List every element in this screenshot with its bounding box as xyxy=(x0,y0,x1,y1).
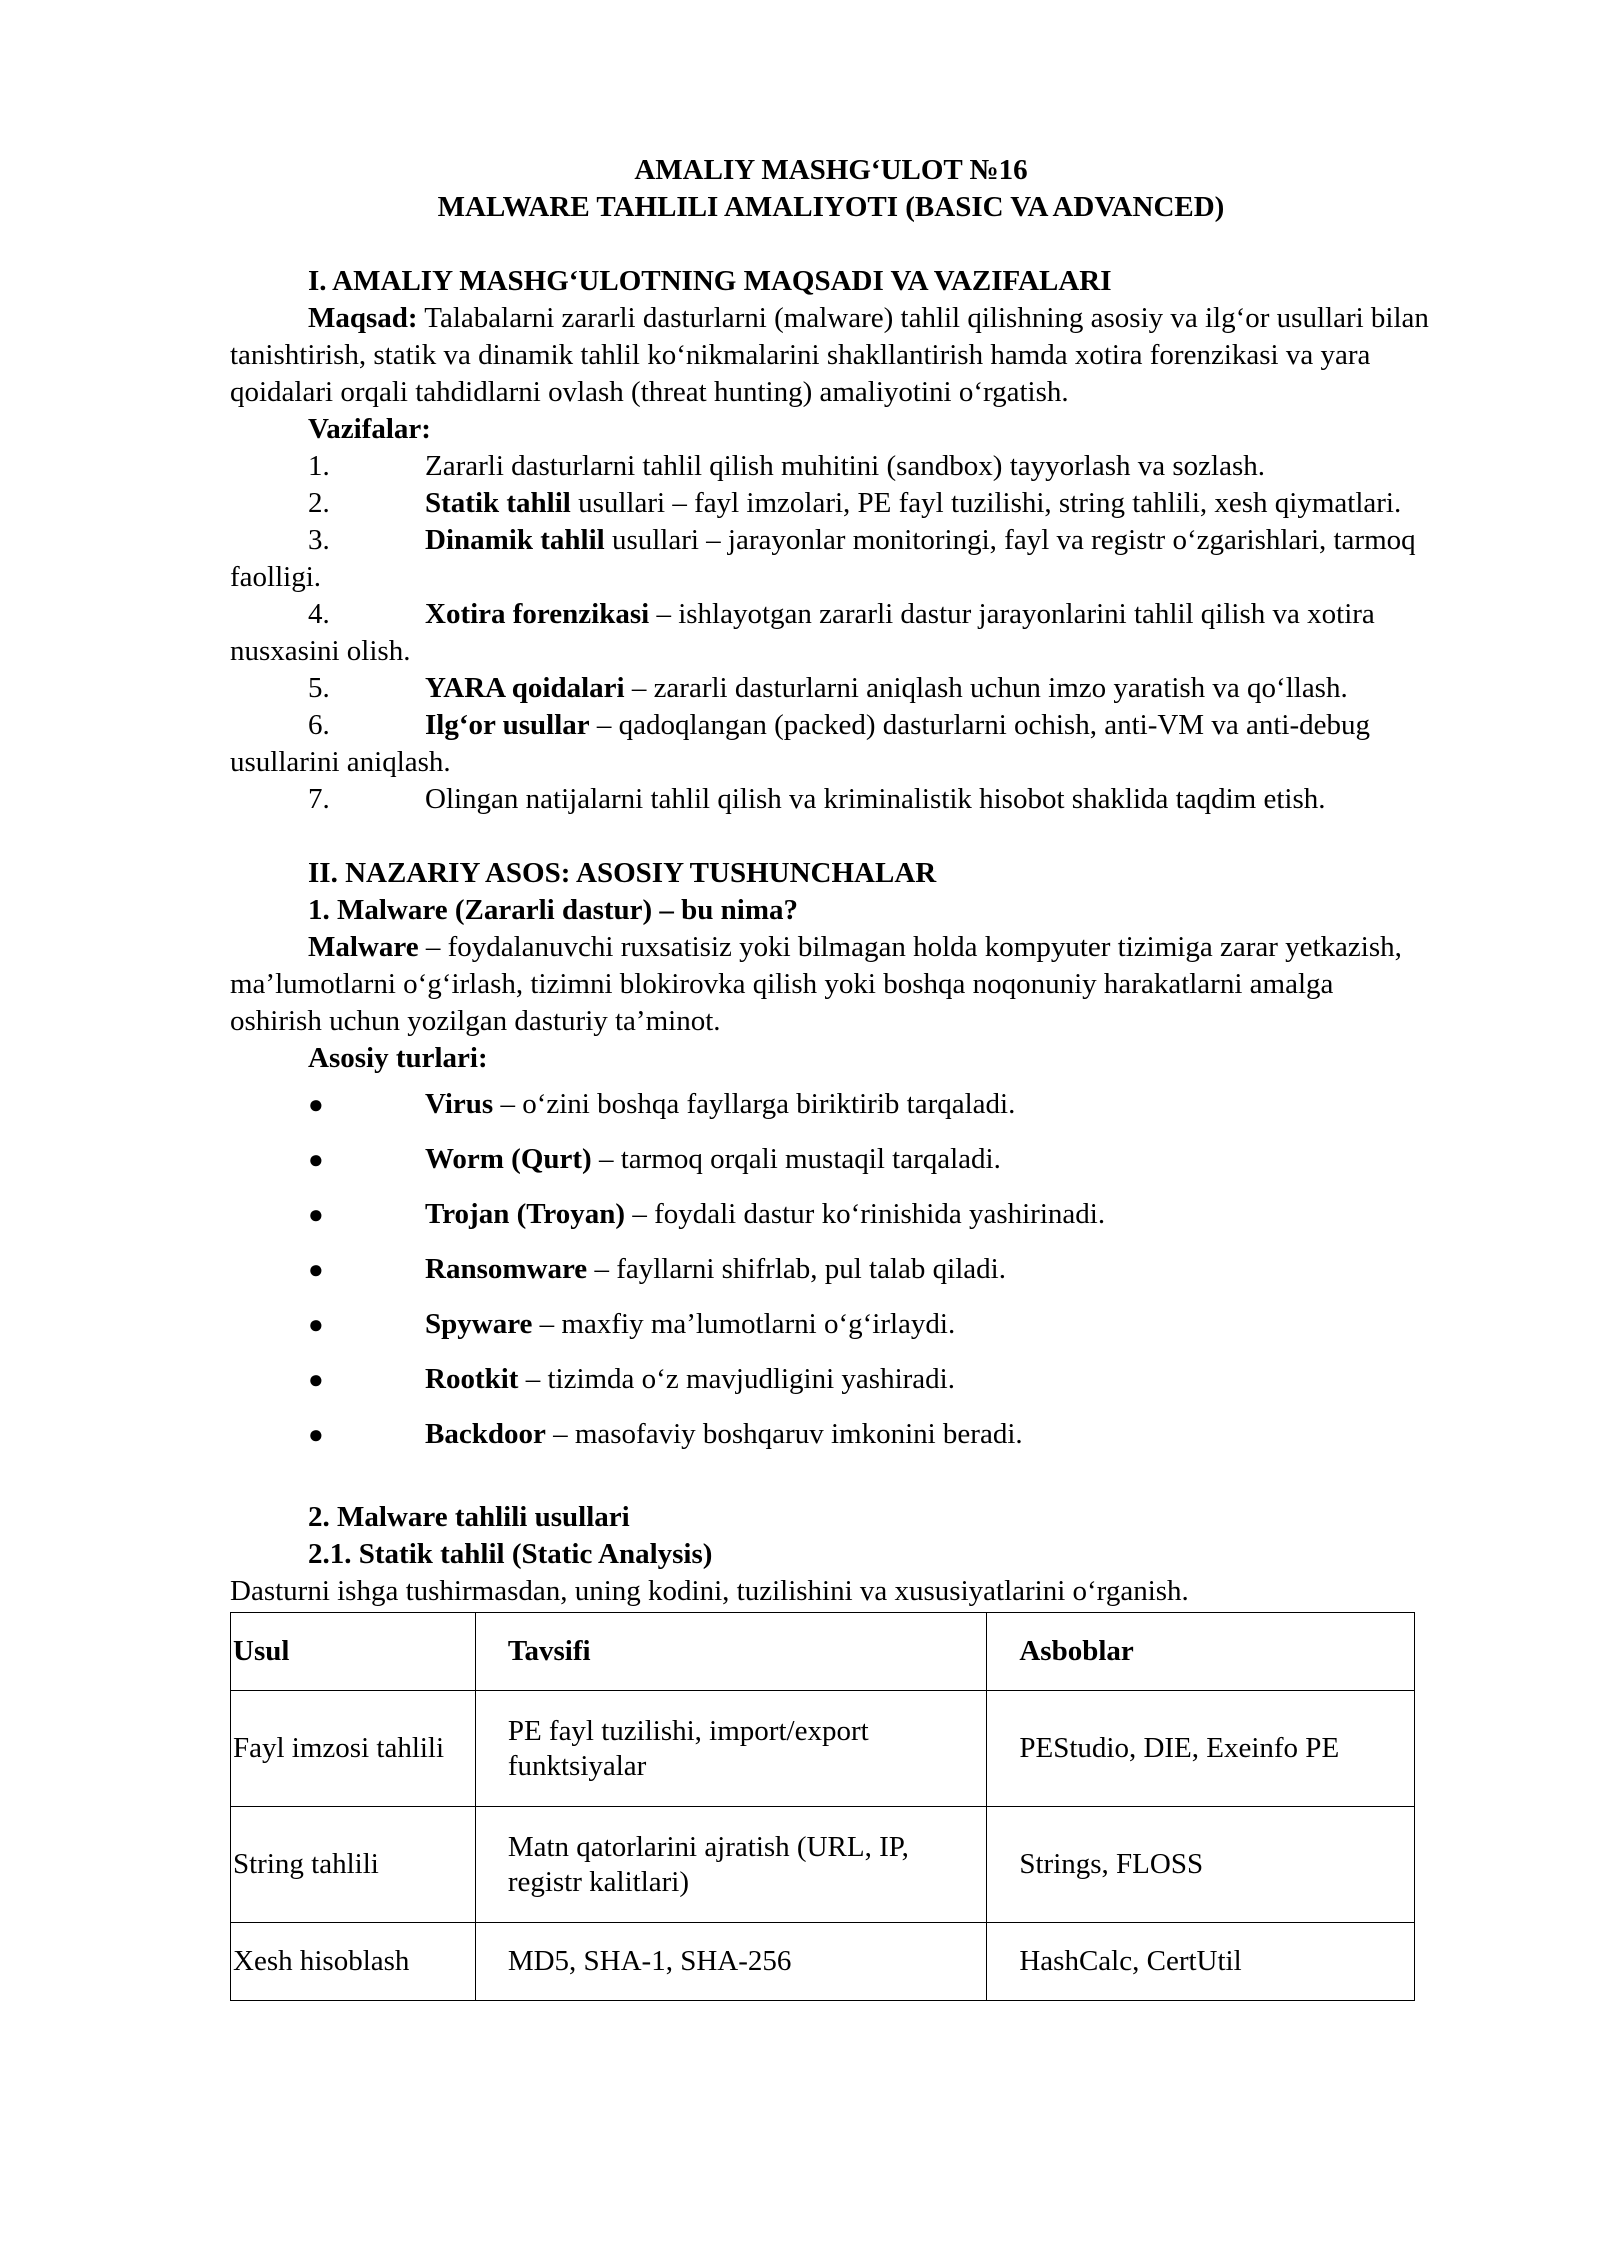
bullet-icon: ● xyxy=(308,1420,324,1449)
bullet-icon: ● xyxy=(308,1200,324,1229)
table-cell: MD5, SHA-1, SHA-256 xyxy=(475,1923,987,2001)
goal-paragraph xyxy=(230,300,1432,411)
task-number: 3. xyxy=(308,524,330,556)
list-item xyxy=(230,1242,1432,1297)
task-bold: Statik tahlil xyxy=(425,487,571,519)
static-tools-table xyxy=(230,1612,1415,2001)
task-number: 1. xyxy=(308,450,330,482)
task-text: usullari – jarayonlar monitoringi, fayl va registr o‘zgarishlari, tarmoq faolligi. xyxy=(230,524,1416,593)
subsection21-heading: 2.1. Statik tahlil (Static Analysis) xyxy=(308,1538,713,1570)
task-item xyxy=(230,522,1432,596)
bullet-icon: ● xyxy=(308,1365,324,1394)
list-item xyxy=(230,1352,1432,1407)
task-bold: YARA qoidalari xyxy=(425,672,625,704)
task-text: Olingan natijalarni tahlil qilish va kriminalistik hisobot shaklida taqdim etish. xyxy=(425,783,1326,815)
list-item xyxy=(230,1077,1432,1132)
type-desc: – fayllarni shifrlab, pul talab qiladi. xyxy=(587,1253,1006,1285)
type-name: Ransomware xyxy=(425,1253,588,1285)
table-cell: HashCalc, CertUtil xyxy=(987,1923,1415,2001)
task-number: 2. xyxy=(308,487,330,519)
subsection1-heading: 1. Malware (Zararli dastur) – bu nima? xyxy=(308,894,799,926)
bullet-icon: ● xyxy=(308,1310,324,1339)
task-text: – qadoqlangan (packed) dasturlarni ochish, anti-VM va anti-debug usullarini aniqlash. xyxy=(230,709,1370,778)
malware-types-list xyxy=(230,1077,1432,1462)
table-header-cell: Usul xyxy=(231,1613,476,1691)
goal-text: Talabalarni zararli dasturlarni (malware) tahlil qilishning asosiy va ilg‘or usullari bilan tanishtirish, statik va dinamik tahlil ko‘nikmalarini shakllantirish hamda xotira forenzikasi va yara qoidalari orqali tahdidlarni ovlash (threat hunting) amaliyotini o‘rgatish. xyxy=(230,302,1429,408)
type-desc: – maxfiy ma’lumotlarni o‘g‘irlaydi. xyxy=(532,1308,956,1340)
subsection2-heading: 2. Malware tahlili usullari xyxy=(308,1501,630,1533)
type-name: Rootkit xyxy=(425,1363,519,1395)
type-desc: – o‘zini boshqa fayllarga biriktirib tarqaladi. xyxy=(493,1088,1016,1120)
type-name: Trojan (Troyan) xyxy=(425,1198,626,1230)
task-number: 4. xyxy=(308,598,330,630)
table-row xyxy=(231,1807,1415,1923)
task-text: usullari – fayl imzolari, PE fayl tuzilishi, string tahlili, xesh qiymatlari. xyxy=(570,487,1402,519)
list-item xyxy=(230,1187,1432,1242)
task-number: 7. xyxy=(308,783,330,815)
task-item xyxy=(230,781,1432,818)
task-text: – zararli dasturlarni aniqlash uchun imzo yaratish va qo‘llash. xyxy=(624,672,1348,704)
malware-paragraph xyxy=(230,929,1432,1040)
table-header-row xyxy=(231,1613,1415,1691)
list-item xyxy=(230,1132,1432,1187)
list-item xyxy=(230,1407,1432,1462)
document-title-line1: AMALIY MASHG‘ULOT №16 xyxy=(634,154,1028,186)
type-name: Backdoor xyxy=(425,1418,546,1450)
tasks-list xyxy=(230,448,1432,818)
static-description: Dasturni ishga tushirmasdan, uning kodini, tuzilishini va xususiyatlarini o‘rganish. xyxy=(230,1575,1189,1607)
type-desc: – tizimda o‘z mavjudligini yashiradi. xyxy=(518,1363,955,1395)
list-item xyxy=(230,1297,1432,1352)
task-number: 6. xyxy=(308,709,330,741)
section2-heading: II. NAZARIY ASOS: ASOSIY TUSHUNCHALAR xyxy=(308,857,937,889)
type-name: Spyware xyxy=(425,1308,533,1340)
bullet-icon: ● xyxy=(308,1255,324,1284)
table-cell: Xesh hisoblash xyxy=(231,1923,476,2001)
type-desc: – masofaviy boshqaruv imkonini beradi. xyxy=(545,1418,1023,1450)
task-item xyxy=(230,485,1432,522)
types-label: Asosiy turlari: xyxy=(308,1042,488,1074)
task-item xyxy=(230,670,1432,707)
table-cell: PE fayl tuzilishi, import/export funktsiyalar xyxy=(475,1691,987,1807)
type-name: Worm (Qurt) xyxy=(425,1143,592,1175)
malware-text: – foydalanuvchi ruxsatisiz yoki bilmagan holda kompyuter tizimiga zarar yetkazish, ma’lumotlarni o‘g‘irlash, tizimni blokirovka qilish yoki boshqa noqonuniy harakatlarni amalga oshirish uchun yozilgan dasturiy ta’minot. xyxy=(230,931,1402,1037)
section1-heading: I. AMALIY MASHG‘ULOTNING MAQSADI VA VAZIFALARI xyxy=(308,265,1112,297)
document-title-line2: MALWARE TAHLILI AMALIYOTI (BASIC VA ADVANCED) xyxy=(437,191,1225,223)
task-text: Zararli dasturlarni tahlil qilish muhitini (sandbox) tayyorlash va sozlash. xyxy=(425,450,1266,482)
task-bold: Xotira forenzikasi xyxy=(425,598,650,630)
type-desc: – tarmoq orqali mustaqil tarqaladi. xyxy=(591,1143,1001,1175)
task-number: 5. xyxy=(308,672,330,704)
table-cell: Strings, FLOSS xyxy=(987,1807,1415,1923)
table-row xyxy=(231,1923,1415,2001)
bullet-icon: ● xyxy=(308,1090,324,1119)
task-bold: Dinamik tahlil xyxy=(425,524,605,556)
table-cell: String tahlili xyxy=(231,1807,476,1923)
task-item xyxy=(230,448,1432,485)
tasks-label: Vazifalar: xyxy=(308,413,431,445)
task-item xyxy=(230,596,1432,670)
table-cell: Fayl imzosi tahlili xyxy=(231,1691,476,1807)
table-cell: PEStudio, DIE, Exeinfo PE xyxy=(987,1691,1415,1807)
bullet-icon: ● xyxy=(308,1145,324,1174)
table-row xyxy=(231,1691,1415,1807)
task-item xyxy=(230,707,1432,781)
task-bold: Ilg‘or usullar xyxy=(425,709,590,741)
table-header-cell: Asboblar xyxy=(987,1613,1415,1691)
table-header-cell: Tavsifi xyxy=(475,1613,987,1691)
table-cell: Matn qatorlarini ajratish (URL, IP, registr kalitlari) xyxy=(475,1807,987,1923)
goal-label: Maqsad: xyxy=(308,302,418,334)
malware-label: Malware xyxy=(308,931,419,963)
type-name: Virus xyxy=(425,1088,494,1120)
task-text: – ishlayotgan zararli dastur jarayonlarini tahlil qilish va xotira nusxasini olish. xyxy=(230,598,1375,667)
type-desc: – foydali dastur ko‘rinishida yashirinadi. xyxy=(625,1198,1106,1230)
